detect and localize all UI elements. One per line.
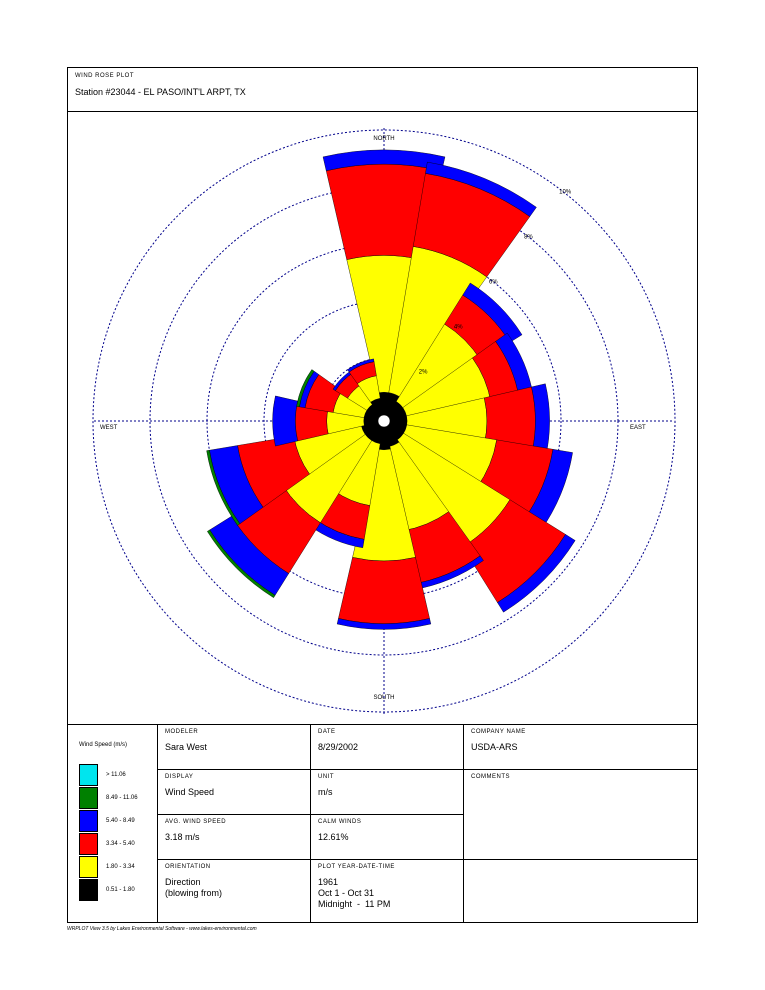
plot-time-value: 1961 Oct 1 - Oct 31 Midnight - 11 PM bbox=[318, 877, 391, 909]
modeler-value: Sara West bbox=[165, 742, 207, 752]
avg-speed-value: 3.18 m/s bbox=[165, 832, 200, 842]
software-credit: WRPLOT View 3.5 by Lakes Environmental Software - www.lakes-environmental.com bbox=[67, 926, 257, 932]
unit-label: UNIT bbox=[318, 774, 334, 780]
north-label: NORTH bbox=[373, 136, 395, 142]
legend-swatch bbox=[79, 787, 98, 809]
info-panel bbox=[67, 724, 698, 923]
legend-label: 8.49 - 11.06 bbox=[106, 795, 138, 801]
legend-swatch bbox=[79, 764, 98, 786]
company-label: COMPANY NAME bbox=[471, 729, 526, 735]
ring-label-6: 6% bbox=[488, 279, 498, 286]
ring-label-4: 4% bbox=[453, 324, 463, 331]
south-label: SOUTH bbox=[373, 695, 395, 701]
display-cell bbox=[158, 770, 311, 815]
avg-speed-cell bbox=[158, 815, 311, 860]
calm-winds-value: 12.61% bbox=[318, 832, 349, 842]
plot-time-label: PLOT YEAR-DATE-TIME bbox=[318, 864, 395, 870]
legend-swatch bbox=[79, 810, 98, 832]
legend-label: 3.34 - 5.40 bbox=[106, 841, 135, 847]
modeler-cell bbox=[158, 725, 311, 770]
wind-rose-panel bbox=[67, 111, 698, 725]
legend-label: > 11.06 bbox=[106, 772, 126, 778]
legend-label: 5.40 - 8.49 bbox=[106, 818, 135, 824]
unit-cell bbox=[311, 770, 464, 815]
company-value: USDA-ARS bbox=[471, 742, 518, 752]
date-label: DATE bbox=[318, 729, 336, 735]
calm-winds-label: CALM WINDS bbox=[318, 819, 362, 825]
display-value: Wind Speed bbox=[165, 787, 215, 797]
ring-label-2: 2% bbox=[418, 369, 428, 376]
display-label: DISPLAY bbox=[165, 774, 194, 780]
header-panel bbox=[67, 67, 698, 112]
date-value: 8/29/2002 bbox=[318, 742, 359, 752]
orientation-cell bbox=[158, 860, 311, 922]
legend-title: Wind Speed (m/s) bbox=[79, 742, 128, 748]
orientation-value: Direction (blowing from) bbox=[165, 877, 223, 898]
legend-label: 1.80 - 3.34 bbox=[106, 864, 135, 870]
plot-type-label: WIND ROSE PLOT bbox=[75, 73, 135, 79]
comments-label: COMMENTS bbox=[471, 774, 510, 780]
plot-time-cell bbox=[311, 860, 464, 922]
date-cell bbox=[311, 725, 464, 770]
modeler-label: MODELER bbox=[165, 729, 199, 735]
petal-270-bin-3 bbox=[273, 396, 298, 446]
legend-label: 0.51 - 1.80 bbox=[106, 887, 135, 893]
station-title: Station #23044 - EL PASO/INT'L ARPT, TX bbox=[75, 87, 246, 97]
wind-rose-chart bbox=[68, 112, 697, 724]
legend-swatch bbox=[79, 856, 98, 878]
ring-label-10: 10% bbox=[559, 189, 572, 196]
comments-cell bbox=[464, 770, 697, 860]
calm-winds-cell bbox=[311, 815, 464, 860]
petal-180-bin-2 bbox=[338, 557, 429, 623]
ring-label-8: 8% bbox=[524, 234, 533, 241]
legend-swatch bbox=[79, 879, 98, 901]
company-cell bbox=[464, 725, 697, 770]
east-label: EAST bbox=[630, 425, 646, 431]
legend-panel bbox=[68, 725, 158, 922]
blank-cell bbox=[464, 860, 697, 922]
calm-center bbox=[378, 415, 390, 427]
unit-value: m/s bbox=[318, 787, 333, 797]
orientation-label: ORIENTATION bbox=[165, 864, 211, 870]
avg-speed-label: AVG. WIND SPEED bbox=[165, 819, 227, 825]
west-label: WEST bbox=[100, 425, 118, 431]
legend-swatch bbox=[79, 833, 98, 855]
